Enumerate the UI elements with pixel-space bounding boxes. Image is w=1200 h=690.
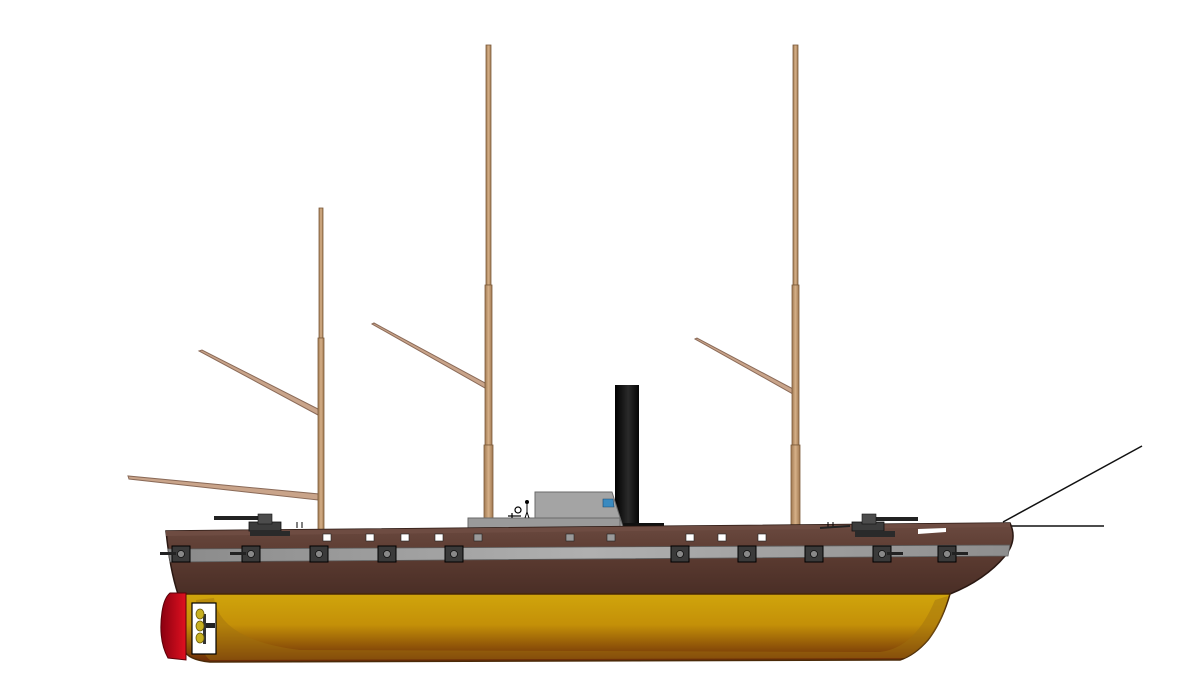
main-mast [484,45,493,520]
deck-port [686,534,694,541]
deck-port [607,534,615,541]
gun-port [738,546,756,562]
fore-spar-lower [128,476,319,500]
deck-port [401,534,409,541]
gun-port [671,546,689,562]
deck-port [758,534,766,541]
gun-port [805,546,823,562]
gun-port [378,546,396,562]
deck-port [366,534,374,541]
masts [318,45,800,533]
funnel [615,385,664,532]
deckhouse-window-icon [603,499,614,507]
fore-spar-upper [199,350,320,415]
deck-port [566,534,574,541]
gun-port [310,546,328,562]
main-spar [372,323,487,388]
deck-port [435,534,443,541]
bowsprit-rigging [1003,446,1142,526]
mizzen-spar [695,338,795,394]
gun-port [445,546,463,562]
crew-figure-icon [525,501,529,519]
rudder [161,593,186,660]
ship-wheel-icon [508,507,521,518]
spars [128,323,795,500]
propeller-aperture [192,603,216,654]
lower-hull [184,594,950,662]
fore-mast [318,208,324,533]
mizzen-mast [791,45,800,533]
deck-port [474,534,482,541]
deck-port [718,534,726,541]
gun-port [160,546,190,562]
deck-port [323,534,331,541]
